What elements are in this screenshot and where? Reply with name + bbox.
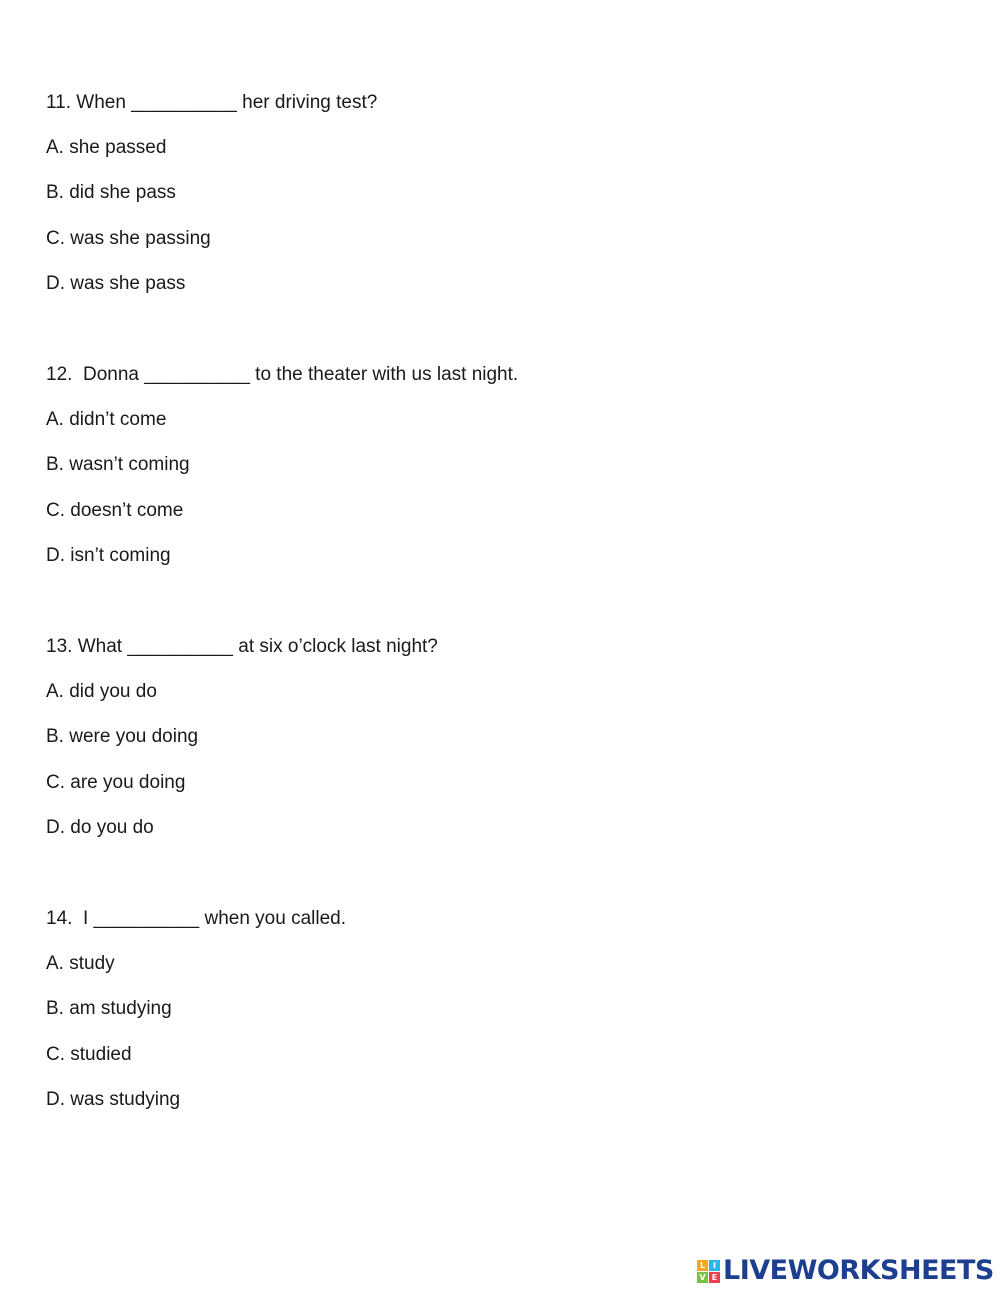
option-b[interactable]: B. am studying (46, 998, 172, 1020)
option-b[interactable]: B. were you doing (46, 726, 199, 748)
option-a[interactable]: A. she passed (46, 137, 167, 158)
logo-block-e: E (709, 1272, 720, 1283)
option-c[interactable]: C. studied (46, 1043, 132, 1065)
question-stem: 14. I __________ when you called. (46, 908, 347, 929)
question-11 (46, 91, 946, 317)
option-a[interactable]: A. didn’t come (46, 409, 167, 430)
option-d[interactable]: D. isn’t coming (46, 544, 171, 566)
logo-blocks-icon (697, 1260, 720, 1283)
question-12 (46, 363, 946, 589)
logo-block-v: V (697, 1272, 708, 1283)
option-b[interactable]: B. did she pass (46, 182, 176, 204)
option-d[interactable]: D. do you do (46, 816, 154, 838)
option-c[interactable]: C. are you doing (46, 771, 186, 793)
question-13 (46, 635, 946, 861)
question-14 (46, 907, 946, 1133)
question-stem: 11. When __________ her driving test? (46, 92, 378, 113)
option-a[interactable]: A. did you do (46, 681, 157, 702)
option-d[interactable]: D. was she pass (46, 272, 186, 294)
question-stem: 12. Donna __________ to the theater with us last night. (46, 364, 519, 385)
question-stem: 13. What __________ at six o’clock last night? (46, 636, 438, 657)
logo-text: LIVEWORKSHEETS (723, 1255, 994, 1286)
option-c[interactable]: C. was she passing (46, 227, 211, 249)
option-a[interactable]: A. study (46, 953, 115, 974)
option-b[interactable]: B. wasn’t coming (46, 454, 190, 476)
option-d[interactable]: D. was studying (46, 1088, 181, 1110)
logo-block-i: I (709, 1260, 720, 1271)
logo-block-l: L (697, 1260, 708, 1271)
option-c[interactable]: C. doesn’t come (46, 499, 184, 521)
liveworksheets-logo (697, 1255, 994, 1287)
